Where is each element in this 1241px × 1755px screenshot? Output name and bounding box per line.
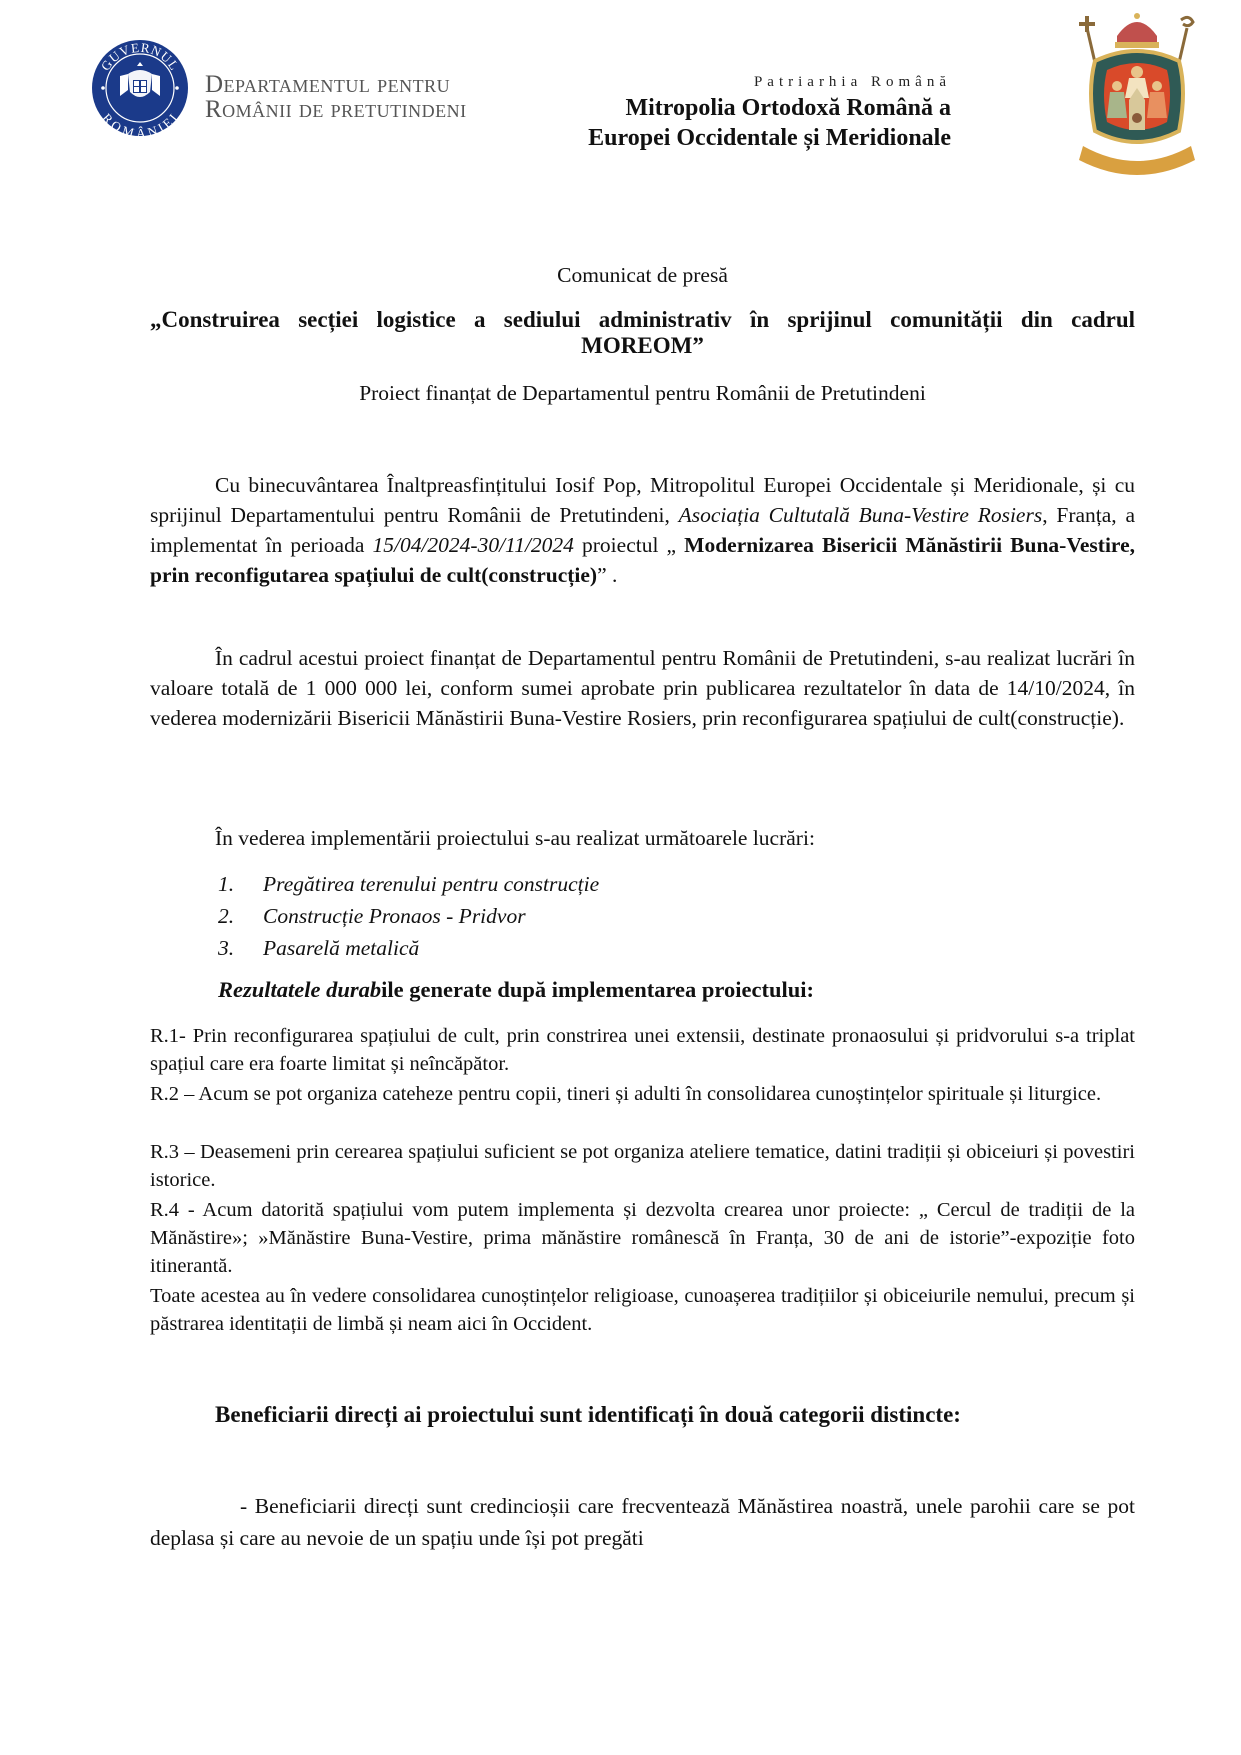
funding-paragraph: În cadrul acestui proiect finanțat de Departamentul pentru Românii de Pretutindeni, s-au realizat lucrări în valoare totală de 1 000 000 lei, conform sumei aprobate prin publicarea rezultatelor în data de 14/10/2024, în vederea modernizării Bisericii Mănăstirii Buna-Vestire Rosiers, prin reconfigurarea spațiului de cult(construcție). — [150, 646, 1135, 730]
intro-paragraph — [150, 470, 1135, 590]
results-heading-rest: ile generate după implementarea proiectului: — [381, 977, 815, 1002]
result-item: R.2 – Acum se pot organiza cateheze pentru copii, tineri și adulti în consolidarea cunoștințelor spirituale și liturgice. — [150, 1083, 1102, 1105]
result-item: R.1- Prin reconfigurarea spațiului de cult, prin constrirea unei extensii, destinate pronaosului și pridvorului s-a triplat spațiul care era foarte limitat și neîncăpător. — [150, 1025, 1135, 1075]
metropolis-name — [588, 74, 951, 153]
romanian-government-seal-icon — [90, 38, 190, 138]
document-title: „Construirea secției logistice a sediului administrativ în sprijinul comunității din cadrul MOREOM” — [150, 307, 1135, 358]
list-item — [218, 900, 599, 932]
results-heading — [218, 977, 814, 1003]
list-text: Pasarelă metalică — [263, 936, 420, 960]
results-heading-italic: Rezultatele durab — [218, 977, 382, 1002]
svg-text:GUVERNUL: GUVERNUL — [97, 39, 183, 74]
result-item: R.4 - Acum datorită spațiului vom putem implementa și dezvolta crearea unor proiecte: „ Cercul de tradiții de la Mănăstire»; »Mănăstire Buna-Vestire, prima mănăstire românescă în Franța, 30 de ani de istorie”-expoziție foto itinerantă. — [150, 1199, 1135, 1277]
list-item — [218, 932, 599, 964]
beneficiaries-heading: Beneficiarii direcți ai proiectului sunt identificați în două categorii distincte: — [215, 1402, 961, 1427]
gov-department-name — [205, 72, 467, 122]
patriarchate-label: Patriarhia Română — [753, 74, 951, 90]
gov-department-line1: Departamentul pentru — [205, 71, 451, 98]
beneficiaries-paragraph: - Beneficiarii direcți sunt credincioșii care frecventează Mănăstirea noastră, unele parohii care se pot deplasa și care au nevoie de un spațiu unde își pot pregăti — [150, 1494, 1135, 1550]
result-item: R.3 – Deasemeni prin cerearea spațiului suficient se pot organiza ateliere tematice, datini tradiții și obiceiuri și povestiri istorice. — [150, 1141, 1135, 1191]
project-name: Modernizarea Bisericii Mănăstirii Buna-Vestire, prin reconfigutarea spațiului de cult(construcție) — [150, 533, 1135, 587]
intro-text-g: ” . — [597, 563, 618, 587]
list-number: 2. — [218, 904, 235, 928]
metropolis-line1: Mitropolia Ortodoxă Română a — [625, 95, 951, 121]
press-release-label: Comunicat de presă — [557, 263, 728, 287]
works-intro: În vederea implementării proiectului s-au realizat următoarele lucrări: — [215, 826, 815, 850]
gov-department-line2: Românii de pretutindeni — [205, 96, 467, 123]
document-subtitle: Proiect finanțat de Departamentul pentru Românii de Pretutindeni — [359, 381, 926, 405]
svg-text:ROMÂNIEI: ROMÂNIEI — [99, 110, 182, 138]
intro-text-c: , Franța, a implementat în perioada — [150, 503, 1135, 557]
metropolis-line2: Europei Occidentale și Meridionale — [588, 125, 951, 151]
list-number: 1. — [218, 872, 235, 896]
list-text: Pregătirea terenului pentru construcție — [263, 872, 600, 896]
list-text: Construcție Pronaos - Pridvor — [263, 904, 526, 928]
list-number: 3. — [218, 936, 235, 960]
metropolis-coat-of-arms-icon — [1065, 6, 1210, 181]
association-name: Asociația Cultutală Buna-Vestire Rosiers — [678, 503, 1043, 527]
intro-text-a: Cu binecuvântarea Înaltpreasfințitului Iosif Pop, Mitropolitul Europei Occidentale și Meridionale, și cu sprijinul Departamentului pentru Românii de Pretutindeni, — [150, 473, 1135, 527]
works-list — [218, 868, 599, 964]
project-period: 15/04/2024-30/11/2024 — [372, 533, 574, 557]
letterhead — [0, 0, 1241, 190]
list-item — [218, 868, 599, 900]
intro-text-e: proiectul „ — [573, 533, 685, 557]
results-summary: Toate acestea au în vedere consolidarea cunoștințelor religioase, cunoașerea tradițiilor și obiceiurile nemului, precum și păstrarea identitații de limbă și neam aici în Occident. — [150, 1285, 1135, 1335]
